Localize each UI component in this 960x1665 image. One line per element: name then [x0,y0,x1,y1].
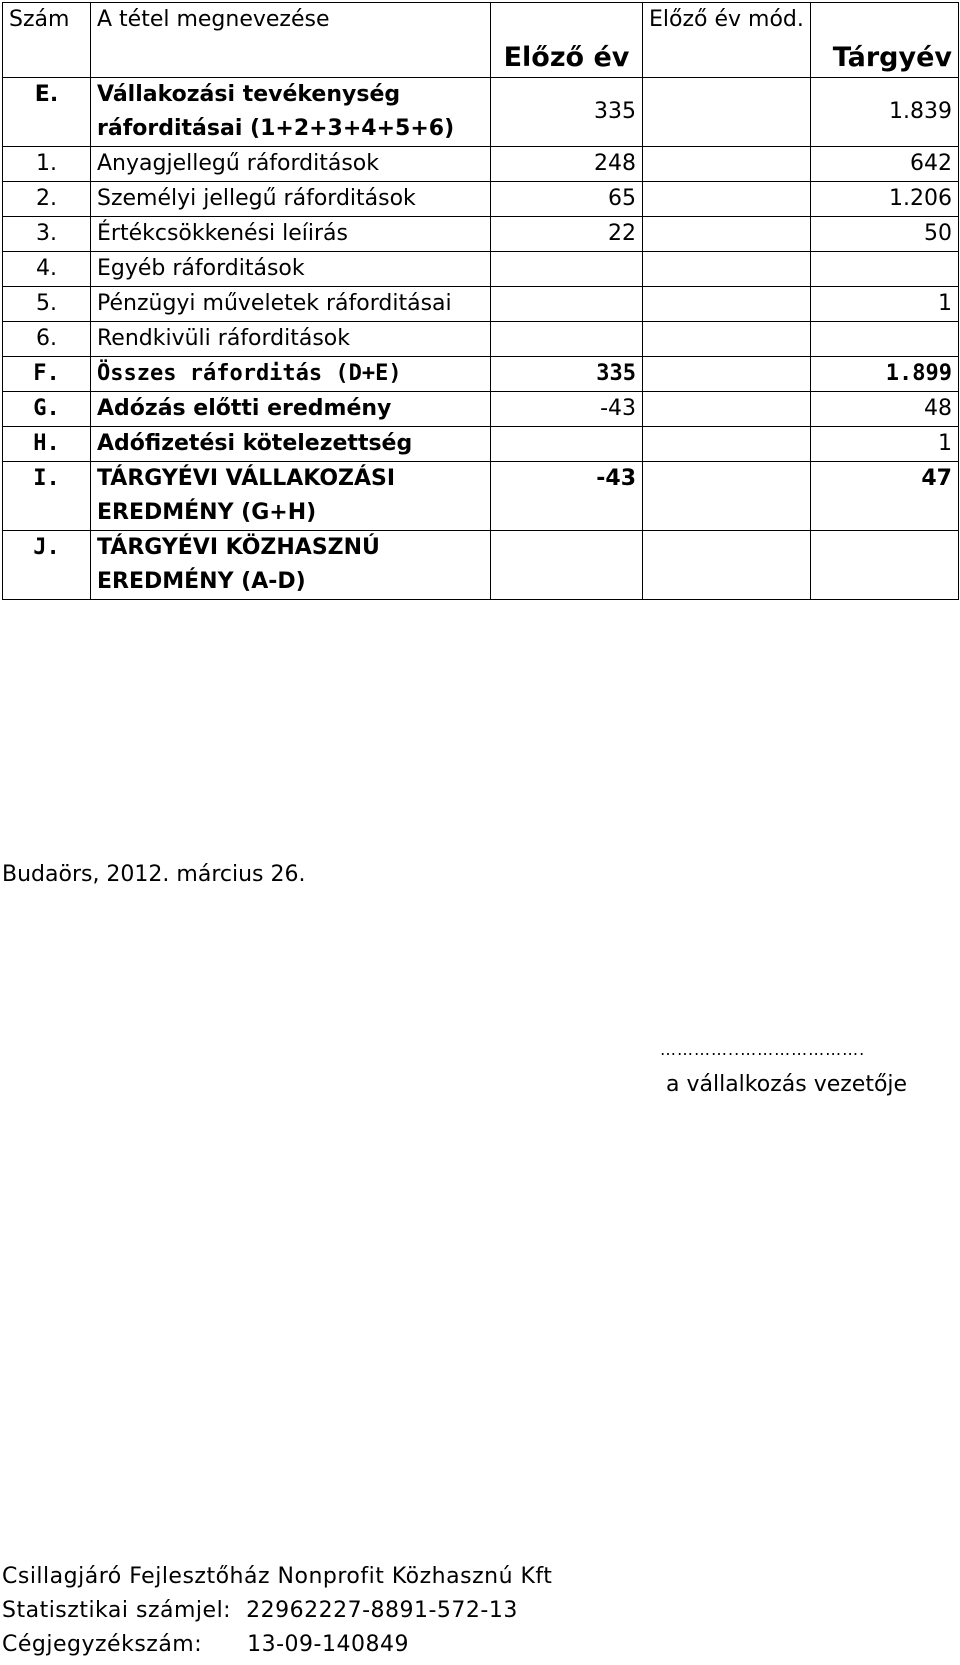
row-prev: -43 [491,392,643,427]
expense-table [2,2,959,600]
table-row [3,78,959,147]
row-prev [491,427,643,462]
row-prev-mod [643,392,811,427]
row-num: 1. [3,147,91,182]
row-name: Adófizetési kötelezettség [91,427,491,462]
row-name: TÁRGYÉVI KÖZHASZNÚ EREDMÉNY (A-D) [91,531,491,600]
reg-label: Cégjegyzékszám: [2,1632,203,1657]
row-name: Rendkivüli ráforditások [91,322,491,357]
row-curr: 50 [811,217,959,252]
table-row [3,252,959,287]
row-name: Anyagjellegű ráforditások [91,147,491,182]
table-row [3,147,959,182]
row-prev: 335 [491,78,643,147]
row-prev [491,252,643,287]
row-curr: 1.206 [811,182,959,217]
row-curr [811,252,959,287]
stat-number-row [2,1594,552,1628]
header-name: A tétel megnevezése [91,3,491,78]
row-num: 4. [3,252,91,287]
row-name: Személyi jellegű ráforditások [91,182,491,217]
row-curr [811,322,959,357]
row-prev-mod [643,322,811,357]
row-num: G. [3,392,91,427]
row-num: E. [3,78,91,147]
row-curr: 47 [811,462,959,531]
table-row [3,182,959,217]
table-row [3,217,959,252]
header-curr: Tárgyév [811,3,959,78]
row-prev [491,531,643,600]
row-prev: 22 [491,217,643,252]
row-name: Értékcsökkenési leíirás [91,217,491,252]
row-prev-mod [643,182,811,217]
row-curr: 1.839 [811,78,959,147]
row-name: Vállakozási tevékenység ráforditásai (1+2+3+4+5+6) [91,78,491,147]
row-prev-mod [643,531,811,600]
row-name: Egyéb ráforditások [91,252,491,287]
row-prev-mod [643,217,811,252]
row-curr: 1.899 [811,357,959,392]
row-num: F. [3,357,91,392]
row-curr: 48 [811,392,959,427]
row-num: 3. [3,217,91,252]
row-num: 5. [3,287,91,322]
footer [2,1560,552,1662]
row-name: Összes ráforditás (D+E) [91,357,491,392]
header-prev: Előző év [491,3,643,78]
row-prev [491,287,643,322]
row-prev: 248 [491,147,643,182]
table-header-row [3,3,959,78]
row-prev: -43 [491,462,643,531]
row-num: J. [3,531,91,600]
table-row [3,287,959,322]
registration-row [2,1628,552,1662]
row-prev-mod [643,78,811,147]
row-name: TÁRGYÉVI VÁLLAKOZÁSI EREDMÉNY (G+H) [91,462,491,531]
row-prev: 335 [491,357,643,392]
row-prev-mod [643,427,811,462]
table-row [3,462,959,531]
place-date: Budaörs, 2012. március 26. [2,862,306,887]
row-prev [491,322,643,357]
company-name: Csillagjáró Fejlesztőház Nonprofit Közhasznú Kft [2,1564,553,1589]
row-prev: 65 [491,182,643,217]
row-curr: 1 [811,427,959,462]
table-row [3,357,959,392]
table-row [3,531,959,600]
row-num: 6. [3,322,91,357]
stat-label: Statisztikai számjel: [2,1598,232,1623]
row-prev-mod [643,287,811,322]
table-row [3,427,959,462]
table-row [3,392,959,427]
row-prev-mod [643,462,811,531]
row-name: Pénzügyi műveletek ráforditásai [91,287,491,322]
signature-line: …………..…………………. [660,1040,866,1059]
row-num: 2. [3,182,91,217]
row-num: H. [3,427,91,462]
row-prev-mod [643,147,811,182]
row-prev-mod [643,357,811,392]
row-curr: 642 [811,147,959,182]
row-name: Adózás előtti eredmény [91,392,491,427]
table-row [3,322,959,357]
header-prev-mod: Előző év mód. [643,3,811,78]
reg-value: 13-09-140849 [247,1632,409,1657]
header-num: Szám [3,3,91,78]
signature-label: a vállalkozás vezetője [666,1072,908,1097]
row-curr [811,531,959,600]
row-prev-mod [643,252,811,287]
row-num: I. [3,462,91,531]
row-curr: 1 [811,287,959,322]
stat-value: 22962227-8891-572-13 [246,1598,518,1623]
